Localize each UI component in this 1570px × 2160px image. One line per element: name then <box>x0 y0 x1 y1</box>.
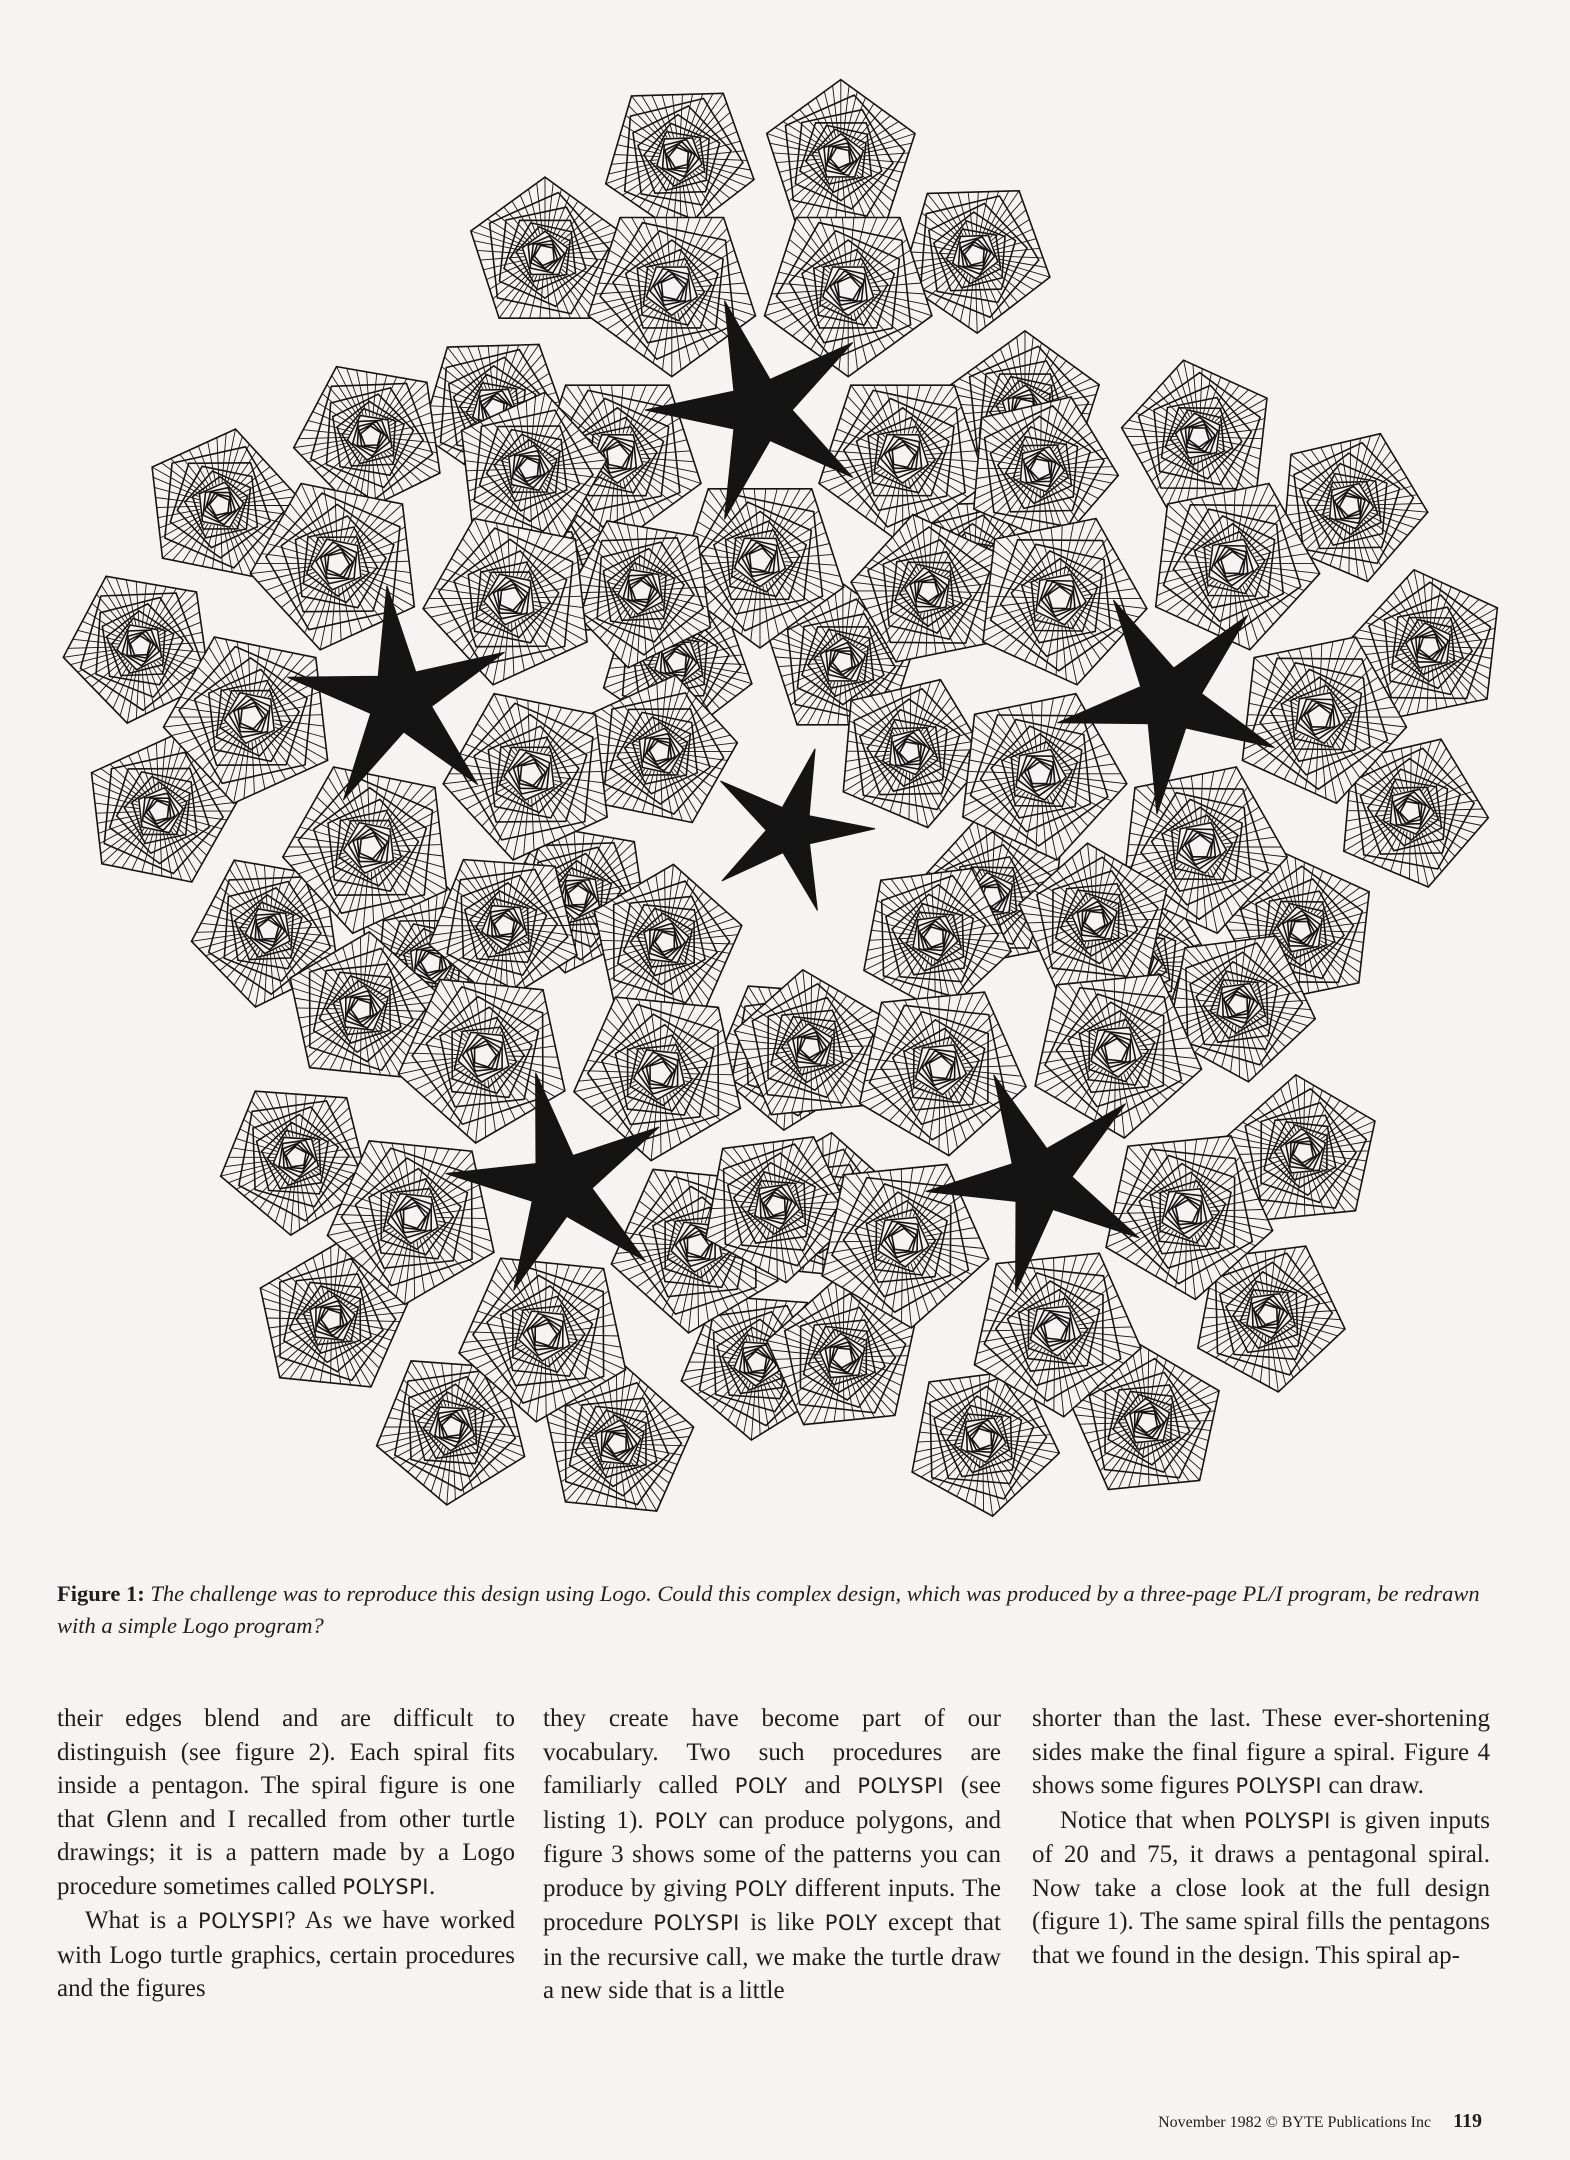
paragraph <box>543 1702 1001 2008</box>
spiral-outline <box>606 93 754 235</box>
text-run: different inputs. The procedure <box>543 1874 1001 1936</box>
pentagon-spiral <box>765 218 932 377</box>
text-run: is given inputs of 20 and 75, it draws a pentagonal spiral. Now take a close look at the full design (figure 1). The same spiral fills the pentagons that we found in the design. This spiral ap- <box>1032 1806 1490 1969</box>
paragraph <box>1032 1804 1490 1973</box>
text-column-2 <box>543 1702 1001 2008</box>
pentagon-spiral <box>860 992 1027 1156</box>
text-run: can produce polygons, and figure 3 shows some of the patterns you can produce by giving <box>543 1806 1001 1902</box>
code-term: POLY <box>734 1774 788 1798</box>
code-term: POLYSPI <box>1244 1808 1331 1833</box>
pentagon-spiral <box>983 519 1147 685</box>
page-number: 119 <box>1453 2110 1482 2132</box>
text-run: shorter than the last. These ever-shortening sides make the final figure a spiral. Figure 4 shows some figures <box>1032 1705 1490 1799</box>
paragraph <box>57 1702 515 1904</box>
text-run: they create have become part of our vocabulary. Two such procedures are familiarly called <box>543 1705 1001 1799</box>
text-column-3 <box>1032 1702 1490 1972</box>
text-run: is like <box>739 1909 825 1936</box>
text-run: and <box>787 1772 858 1799</box>
pentagon-spiral <box>767 80 915 221</box>
pentagon-spiral <box>574 997 741 1161</box>
code-term: POLYSPI <box>198 1909 285 1933</box>
pentagon-spiral <box>423 519 587 685</box>
code-term: POLYSPI <box>857 1774 944 1798</box>
paragraph <box>57 1904 515 2006</box>
footer-credit: November 1982 © BYTE Publications Inc <box>1158 2114 1432 2131</box>
figure-caption-text: The challenge was to reproduce this design using Logo. Could this complex design, which was produced by a three-page PL/I program, be redrawn with a simple Logo program? <box>57 1581 1480 1638</box>
text-run: What is a <box>85 1907 199 1934</box>
code-term: POLYSPI <box>1235 1774 1323 1798</box>
text-run: Notice that when <box>1060 1806 1245 1834</box>
code-term: POLYSPI <box>342 1874 429 1899</box>
text-column-1 <box>57 1702 515 2006</box>
text-run: . <box>428 1872 436 1900</box>
code-term: POLY <box>734 1876 788 1901</box>
code-term: POLYSPI <box>653 1911 740 1935</box>
text-run: can draw. <box>1322 1772 1424 1799</box>
text-run: (see listing 1). <box>543 1772 1001 1834</box>
figure-label: Figure 1: <box>57 1581 145 1606</box>
pentagon-spiral <box>606 93 754 235</box>
page-footer <box>1158 2110 1482 2133</box>
code-term: POLY <box>654 1808 708 1833</box>
text-run: ? As we have worked with Logo turtle graphics, certain procedures and the figures <box>57 1907 515 2002</box>
text-run: their edges blend and are difficult to distinguish (see figure 2). Each spiral fits inside a pentagon. The spiral figure is one that Glenn and I recalled from other turtle drawings; it is a pattern made by a Logo procedure sometimes called <box>57 1705 515 1900</box>
text-run: except that in the recursive call, we make the turtle draw a new side that is a little <box>543 1909 1001 2004</box>
pentagon-spiral <box>1122 360 1267 507</box>
figure-caption <box>57 1578 1487 1642</box>
code-term: POLY <box>824 1911 878 1935</box>
paragraph <box>1032 1702 1490 1804</box>
